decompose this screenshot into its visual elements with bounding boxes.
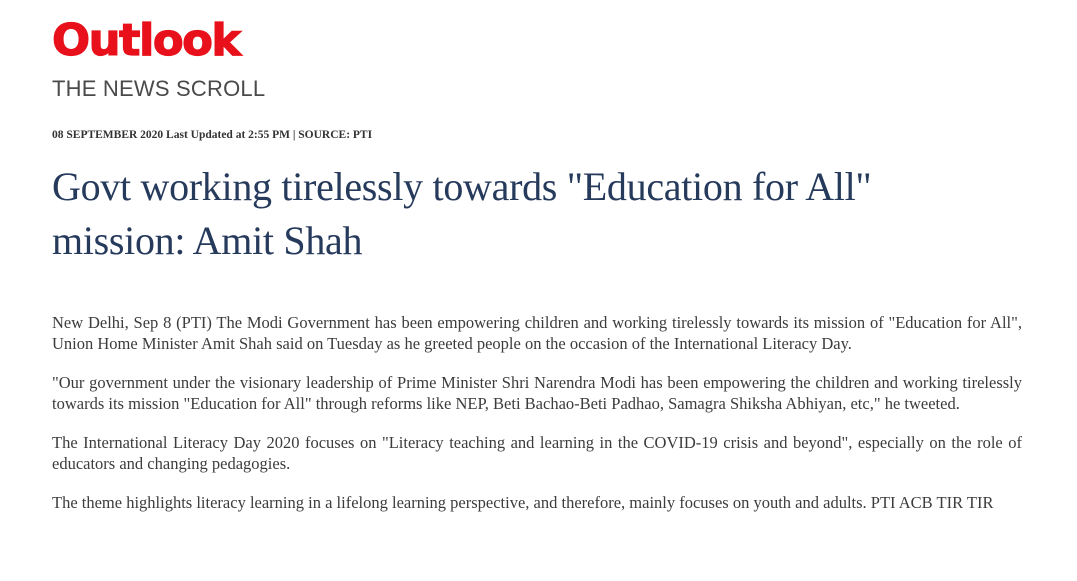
article-paragraph: "Our government under the visionary leadership of Prime Minister Shri Narendra Modi has been empowering the children and working tirelessly towards its mission "Education for All" through reforms like NEP, Beti Bachao-Beti Padhao, Samagra Shiksha Abhiyan, etc," he tweeted.	[52, 373, 1022, 413]
section-label[interactable]: THE NEWS SCROLL	[52, 76, 266, 101]
article-meta: 08 SEPTEMBER 2020 Last Updated at 2:55 PM | SOURCE: PTI	[52, 129, 373, 141]
article-paragraph: The International Literacy Day 2020 focuses on "Literacy teaching and learning in the COVID-19 crisis and beyond", especially on the role of educators and changing pedagogies.	[52, 433, 1022, 473]
article-paragraph: New Delhi, Sep 8 (PTI) The Modi Government has been empowering children and working tirelessly towards its mission of "Education for All", Union Home Minister Amit Shah said on Tuesday as he greeted people on the occasion of the International Literacy Day.	[52, 313, 1022, 353]
article-body	[52, 313, 1022, 533]
outlook-logo[interactable]: Outlook	[52, 15, 240, 66]
article-paragraph: The theme highlights literacy learning in a lifelong learning perspective, and therefore, mainly focuses on youth and adults. PTI ACB TIR TIR	[52, 493, 994, 512]
article-headline: Govt working tirelessly towards "Education for All" mission: Amit Shah	[52, 164, 872, 263]
